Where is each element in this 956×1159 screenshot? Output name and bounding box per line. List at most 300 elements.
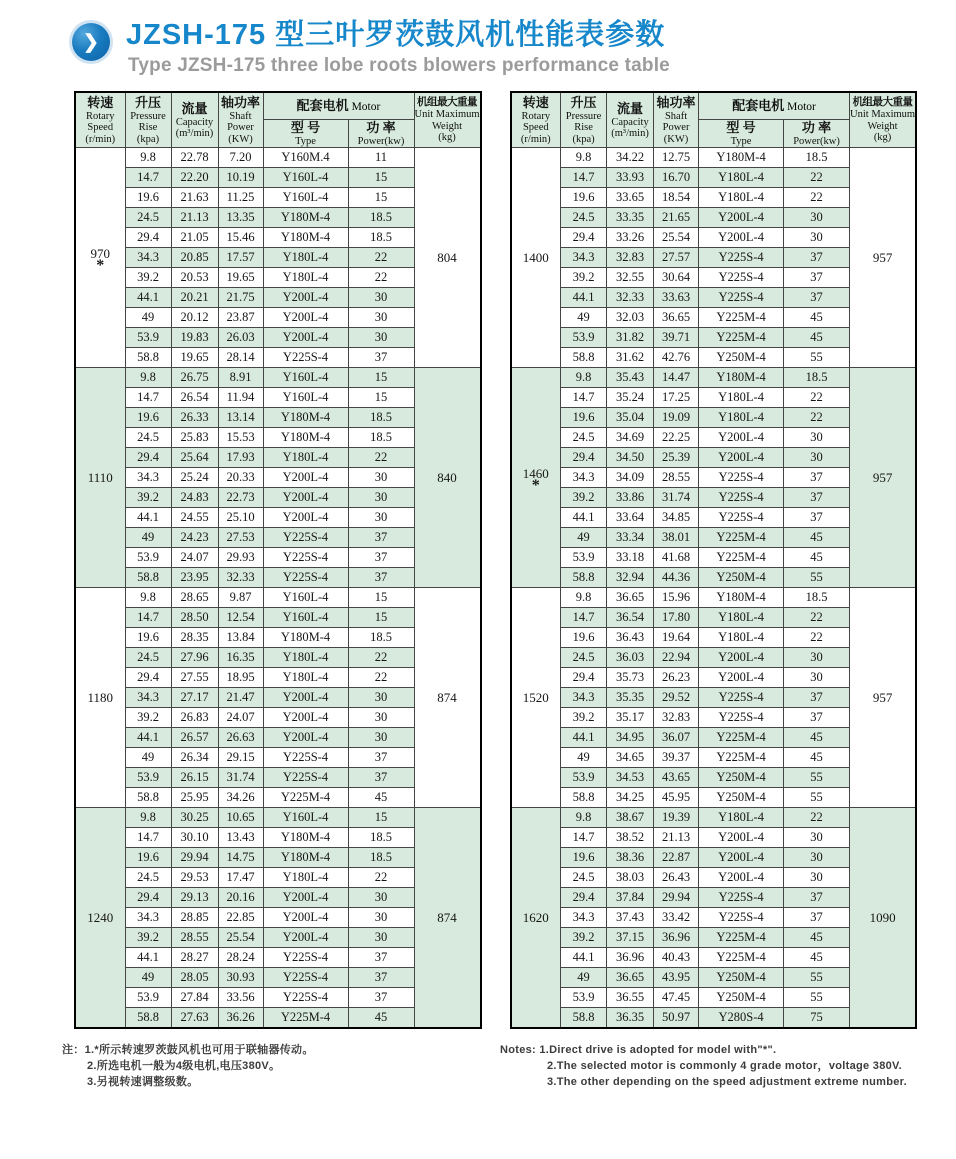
pressure-cell: 58.8 bbox=[561, 348, 607, 368]
pressure-cell: 19.6 bbox=[561, 628, 607, 648]
shaft-power-cell: 28.55 bbox=[654, 468, 699, 488]
motor-type-cell: Y180L-4 bbox=[263, 448, 348, 468]
pressure-cell: 53.9 bbox=[125, 548, 171, 568]
pressure-cell: 44.1 bbox=[125, 948, 171, 968]
table-row bbox=[75, 148, 481, 168]
capacity-cell: 34.69 bbox=[607, 428, 654, 448]
capacity-cell: 34.22 bbox=[607, 148, 654, 168]
motor-power-cell: 55 bbox=[784, 768, 850, 788]
motor-type-cell: Y225S-4 bbox=[699, 288, 784, 308]
pressure-cell: 44.1 bbox=[561, 288, 607, 308]
col-header-shaft-power: 轴功率 Shaft Power (KW) bbox=[654, 92, 699, 148]
shaft-power-cell: 38.01 bbox=[654, 528, 699, 548]
page-title: JZSH-175 型三叶罗茨鼓风机性能表参数 bbox=[126, 19, 666, 51]
col-header-speed: 转速 Rotary Speed (r/min) bbox=[511, 92, 561, 148]
motor-type-cell: Y200L-4 bbox=[263, 328, 348, 348]
motor-power-cell: 55 bbox=[784, 788, 850, 808]
motor-type-cell: Y180L-4 bbox=[263, 668, 348, 688]
motor-type-cell: Y180M-4 bbox=[699, 148, 784, 168]
motor-power-cell: 18.5 bbox=[784, 368, 850, 388]
table-row bbox=[511, 368, 917, 388]
capacity-cell: 36.55 bbox=[607, 988, 654, 1008]
capacity-cell: 31.62 bbox=[607, 348, 654, 368]
pressure-cell: 29.4 bbox=[125, 888, 171, 908]
capacity-cell: 36.54 bbox=[607, 608, 654, 628]
capacity-cell: 34.25 bbox=[607, 788, 654, 808]
shaft-power-cell: 16.70 bbox=[654, 168, 699, 188]
col-header-shaft-power: 轴功率 Shaft Power (KW) bbox=[218, 92, 263, 148]
motor-type-cell: Y225S-4 bbox=[699, 248, 784, 268]
motor-type-cell: Y180L-4 bbox=[263, 868, 348, 888]
motor-type-cell: Y180L-4 bbox=[699, 188, 784, 208]
motor-power-cell: 55 bbox=[784, 568, 850, 588]
motor-power-cell: 55 bbox=[784, 988, 850, 1008]
motor-type-cell: Y200L-4 bbox=[263, 708, 348, 728]
motor-power-cell: 22 bbox=[784, 608, 850, 628]
capacity-cell: 26.83 bbox=[171, 708, 218, 728]
pressure-cell: 34.3 bbox=[125, 248, 171, 268]
pressure-cell: 49 bbox=[125, 968, 171, 988]
motor-power-cell: 22 bbox=[348, 648, 414, 668]
shaft-power-cell: 26.23 bbox=[654, 668, 699, 688]
table-row bbox=[75, 588, 481, 608]
motor-power-cell: 18.5 bbox=[348, 628, 414, 648]
table-row bbox=[511, 808, 917, 828]
shaft-power-cell: 36.26 bbox=[218, 1008, 263, 1028]
col-header-pressure: 升压 Pressure Rise (kpa) bbox=[125, 92, 171, 148]
shaft-power-cell: 25.54 bbox=[654, 228, 699, 248]
shaft-power-cell: 19.64 bbox=[654, 628, 699, 648]
motor-power-cell: 37 bbox=[784, 268, 850, 288]
pressure-cell: 9.8 bbox=[561, 368, 607, 388]
motor-power-cell: 45 bbox=[784, 948, 850, 968]
speed-cell: 970 * bbox=[75, 148, 125, 368]
motor-power-cell: 37 bbox=[784, 468, 850, 488]
shaft-power-cell: 34.26 bbox=[218, 788, 263, 808]
shaft-power-cell: 13.84 bbox=[218, 628, 263, 648]
capacity-cell: 32.55 bbox=[607, 268, 654, 288]
pressure-cell: 39.2 bbox=[561, 708, 607, 728]
motor-type-cell: Y225M-4 bbox=[699, 928, 784, 948]
shaft-power-cell: 12.75 bbox=[654, 148, 699, 168]
shaft-power-cell: 33.63 bbox=[654, 288, 699, 308]
motor-type-cell: Y250M-4 bbox=[699, 348, 784, 368]
shaft-power-cell: 21.65 bbox=[654, 208, 699, 228]
shaft-power-cell: 21.47 bbox=[218, 688, 263, 708]
capacity-cell: 36.35 bbox=[607, 1008, 654, 1028]
motor-power-cell: 45 bbox=[784, 308, 850, 328]
note-cn-line3: 3.另视转速调整级数。 bbox=[87, 1075, 199, 1088]
capacity-cell: 36.65 bbox=[607, 968, 654, 988]
motor-type-cell: Y225M-4 bbox=[699, 308, 784, 328]
note-cn-line2: 2.所选电机一般为4级电机,电压380V。 bbox=[87, 1059, 281, 1072]
note-en-line1: Notes: 1.Direct drive is adopted for model with"*". bbox=[500, 1043, 777, 1056]
pressure-cell: 49 bbox=[125, 748, 171, 768]
capacity-cell: 33.65 bbox=[607, 188, 654, 208]
motor-type-cell: Y225S-4 bbox=[699, 268, 784, 288]
motor-power-cell: 30 bbox=[784, 668, 850, 688]
motor-type-cell: Y225S-4 bbox=[699, 508, 784, 528]
pressure-cell: 24.5 bbox=[561, 648, 607, 668]
motor-power-cell: 37 bbox=[784, 508, 850, 528]
capacity-cell: 26.15 bbox=[171, 768, 218, 788]
col-header-motor-power: 功 率 Power(kw) bbox=[784, 120, 850, 148]
motor-power-cell: 15 bbox=[348, 168, 414, 188]
pressure-cell: 14.7 bbox=[125, 608, 171, 628]
capacity-cell: 37.84 bbox=[607, 888, 654, 908]
capacity-cell: 38.52 bbox=[607, 828, 654, 848]
shaft-power-cell: 15.46 bbox=[218, 228, 263, 248]
col-header-motor: 配套电机 Motor bbox=[263, 92, 414, 120]
weight-cell: 804 bbox=[414, 148, 481, 368]
motor-type-cell: Y160L-4 bbox=[263, 608, 348, 628]
motor-type-cell: Y225M-4 bbox=[699, 728, 784, 748]
weight-cell: 957 bbox=[850, 368, 917, 588]
col-header-motor-type: 型 号 Type bbox=[699, 120, 784, 148]
capacity-cell: 25.83 bbox=[171, 428, 218, 448]
pressure-cell: 9.8 bbox=[125, 368, 171, 388]
motor-type-cell: Y160L-4 bbox=[263, 808, 348, 828]
motor-power-cell: 30 bbox=[784, 868, 850, 888]
motor-type-cell: Y180L-4 bbox=[699, 808, 784, 828]
shaft-power-cell: 32.83 bbox=[654, 708, 699, 728]
motor-power-cell: 30 bbox=[348, 468, 414, 488]
shaft-power-cell: 12.54 bbox=[218, 608, 263, 628]
capacity-cell: 32.94 bbox=[607, 568, 654, 588]
capacity-cell: 22.20 bbox=[171, 168, 218, 188]
motor-power-cell: 30 bbox=[348, 508, 414, 528]
motor-power-cell: 37 bbox=[348, 568, 414, 588]
motor-type-cell: Y180L-4 bbox=[263, 648, 348, 668]
motor-power-cell: 11 bbox=[348, 148, 414, 168]
shaft-power-cell: 18.54 bbox=[654, 188, 699, 208]
motor-type-cell: Y160L-4 bbox=[263, 188, 348, 208]
motor-type-cell: Y200L-4 bbox=[699, 668, 784, 688]
performance-table-left bbox=[74, 91, 482, 1029]
capacity-cell: 31.82 bbox=[607, 328, 654, 348]
motor-power-cell: 55 bbox=[784, 968, 850, 988]
shaft-power-cell: 14.47 bbox=[654, 368, 699, 388]
motor-type-cell: Y160L-4 bbox=[263, 388, 348, 408]
motor-type-cell: Y200L-4 bbox=[263, 908, 348, 928]
pressure-cell: 44.1 bbox=[125, 728, 171, 748]
capacity-cell: 33.64 bbox=[607, 508, 654, 528]
pressure-cell: 58.8 bbox=[125, 568, 171, 588]
col-header-speed: 转速 Rotary Speed (r/min) bbox=[75, 92, 125, 148]
pressure-cell: 9.8 bbox=[561, 148, 607, 168]
motor-power-cell: 30 bbox=[784, 428, 850, 448]
capacity-cell: 38.36 bbox=[607, 848, 654, 868]
shaft-power-cell: 26.03 bbox=[218, 328, 263, 348]
pressure-cell: 53.9 bbox=[125, 328, 171, 348]
motor-power-cell: 15 bbox=[348, 388, 414, 408]
shaft-power-cell: 11.25 bbox=[218, 188, 263, 208]
motor-type-cell: Y225S-4 bbox=[263, 948, 348, 968]
table-row bbox=[75, 808, 481, 828]
pressure-cell: 19.6 bbox=[125, 408, 171, 428]
motor-power-cell: 15 bbox=[348, 368, 414, 388]
motor-type-cell: Y180L-4 bbox=[699, 408, 784, 428]
motor-power-cell: 22 bbox=[784, 188, 850, 208]
capacity-cell: 35.04 bbox=[607, 408, 654, 428]
motor-power-cell: 22 bbox=[784, 628, 850, 648]
shaft-power-cell: 23.87 bbox=[218, 308, 263, 328]
motor-power-cell: 55 bbox=[784, 348, 850, 368]
motor-type-cell: Y200L-4 bbox=[263, 728, 348, 748]
motor-power-cell: 30 bbox=[784, 848, 850, 868]
motor-power-cell: 22 bbox=[348, 668, 414, 688]
capacity-cell: 25.64 bbox=[171, 448, 218, 468]
motor-power-cell: 37 bbox=[784, 908, 850, 928]
motor-power-cell: 30 bbox=[348, 308, 414, 328]
title-block bbox=[126, 20, 670, 77]
motor-power-cell: 37 bbox=[348, 528, 414, 548]
page-header bbox=[0, 0, 956, 77]
pressure-cell: 58.8 bbox=[561, 788, 607, 808]
pressure-cell: 19.6 bbox=[561, 408, 607, 428]
shaft-power-cell: 30.64 bbox=[654, 268, 699, 288]
motor-power-cell: 18.5 bbox=[784, 588, 850, 608]
pressure-cell: 29.4 bbox=[125, 448, 171, 468]
motor-power-cell: 45 bbox=[348, 1008, 414, 1028]
pressure-cell: 39.2 bbox=[125, 708, 171, 728]
pressure-cell: 14.7 bbox=[561, 168, 607, 188]
speed-cell: 1180 bbox=[75, 588, 125, 808]
capacity-cell: 24.23 bbox=[171, 528, 218, 548]
shaft-power-cell: 19.65 bbox=[218, 268, 263, 288]
motor-type-cell: Y180M-4 bbox=[263, 628, 348, 648]
motor-type-cell: Y225M-4 bbox=[263, 1008, 348, 1028]
motor-power-cell: 22 bbox=[784, 408, 850, 428]
capacity-cell: 30.25 bbox=[171, 808, 218, 828]
pressure-cell: 19.6 bbox=[561, 848, 607, 868]
weight-cell: 874 bbox=[414, 808, 481, 1028]
pressure-cell: 53.9 bbox=[561, 328, 607, 348]
col-header-pressure: 升压 Pressure Rise (kpa) bbox=[561, 92, 607, 148]
shaft-power-cell: 24.07 bbox=[218, 708, 263, 728]
shaft-power-cell: 29.15 bbox=[218, 748, 263, 768]
shaft-power-cell: 15.53 bbox=[218, 428, 263, 448]
shaft-power-cell: 22.94 bbox=[654, 648, 699, 668]
pressure-cell: 53.9 bbox=[561, 988, 607, 1008]
pressure-cell: 34.3 bbox=[125, 468, 171, 488]
capacity-cell: 28.55 bbox=[171, 928, 218, 948]
shaft-power-cell: 13.14 bbox=[218, 408, 263, 428]
motor-type-cell: Y200L-4 bbox=[263, 468, 348, 488]
capacity-cell: 28.35 bbox=[171, 628, 218, 648]
pressure-cell: 44.1 bbox=[561, 728, 607, 748]
motor-type-cell: Y200L-4 bbox=[699, 448, 784, 468]
shaft-power-cell: 29.52 bbox=[654, 688, 699, 708]
capacity-cell: 33.18 bbox=[607, 548, 654, 568]
capacity-cell: 19.65 bbox=[171, 348, 218, 368]
pressure-cell: 53.9 bbox=[125, 988, 171, 1008]
capacity-cell: 33.35 bbox=[607, 208, 654, 228]
motor-type-cell: Y180L-4 bbox=[263, 248, 348, 268]
motor-power-cell: 22 bbox=[784, 388, 850, 408]
pressure-cell: 9.8 bbox=[125, 148, 171, 168]
shaft-power-cell: 34.85 bbox=[654, 508, 699, 528]
notes-chinese bbox=[62, 1043, 500, 1091]
shaft-power-cell: 19.09 bbox=[654, 408, 699, 428]
capacity-cell: 26.57 bbox=[171, 728, 218, 748]
motor-type-cell: Y225S-4 bbox=[263, 748, 348, 768]
pressure-cell: 58.8 bbox=[561, 568, 607, 588]
pressure-cell: 14.7 bbox=[561, 608, 607, 628]
motor-power-cell: 37 bbox=[784, 708, 850, 728]
motor-power-cell: 15 bbox=[348, 188, 414, 208]
pressure-cell: 24.5 bbox=[125, 868, 171, 888]
pressure-cell: 9.8 bbox=[561, 588, 607, 608]
pressure-cell: 29.4 bbox=[561, 668, 607, 688]
capacity-cell: 34.09 bbox=[607, 468, 654, 488]
note-en-line3: 3.The other depending on the speed adjustment extreme number. bbox=[547, 1075, 907, 1088]
motor-type-cell: Y180L-4 bbox=[699, 168, 784, 188]
pressure-cell: 34.3 bbox=[561, 688, 607, 708]
weight-cell: 874 bbox=[414, 588, 481, 808]
shaft-power-cell: 17.93 bbox=[218, 448, 263, 468]
motor-type-cell: Y200L-4 bbox=[699, 648, 784, 668]
capacity-cell: 26.34 bbox=[171, 748, 218, 768]
motor-power-cell: 22 bbox=[348, 448, 414, 468]
performance-table-right bbox=[510, 91, 918, 1029]
shaft-power-cell: 39.37 bbox=[654, 748, 699, 768]
shaft-power-cell: 21.13 bbox=[654, 828, 699, 848]
shaft-power-cell: 27.57 bbox=[654, 248, 699, 268]
capacity-cell: 36.96 bbox=[607, 948, 654, 968]
motor-power-cell: 30 bbox=[348, 928, 414, 948]
capacity-cell: 37.15 bbox=[607, 928, 654, 948]
motor-type-cell: Y200L-4 bbox=[263, 308, 348, 328]
pressure-cell: 34.3 bbox=[125, 908, 171, 928]
motor-power-cell: 22 bbox=[348, 248, 414, 268]
capacity-cell: 36.43 bbox=[607, 628, 654, 648]
motor-power-cell: 18.5 bbox=[348, 828, 414, 848]
motor-type-cell: Y200L-4 bbox=[699, 208, 784, 228]
motor-power-cell: 22 bbox=[784, 808, 850, 828]
motor-type-cell: Y180M-4 bbox=[263, 848, 348, 868]
capacity-cell: 28.05 bbox=[171, 968, 218, 988]
shaft-power-cell: 19.39 bbox=[654, 808, 699, 828]
motor-type-cell: Y225S-4 bbox=[699, 708, 784, 728]
capacity-cell: 27.63 bbox=[171, 1008, 218, 1028]
capacity-cell: 21.13 bbox=[171, 208, 218, 228]
shaft-power-cell: 22.25 bbox=[654, 428, 699, 448]
capacity-cell: 20.85 bbox=[171, 248, 218, 268]
motor-type-cell: Y200L-4 bbox=[263, 688, 348, 708]
shaft-power-cell: 36.65 bbox=[654, 308, 699, 328]
pressure-cell: 34.3 bbox=[561, 468, 607, 488]
motor-type-cell: Y200L-4 bbox=[263, 928, 348, 948]
shaft-power-cell: 11.94 bbox=[218, 388, 263, 408]
pressure-cell: 24.5 bbox=[561, 208, 607, 228]
shaft-power-cell: 33.56 bbox=[218, 988, 263, 1008]
capacity-cell: 35.17 bbox=[607, 708, 654, 728]
motor-power-cell: 30 bbox=[784, 648, 850, 668]
motor-power-cell: 15 bbox=[348, 808, 414, 828]
motor-power-cell: 30 bbox=[348, 728, 414, 748]
shaft-power-cell: 13.43 bbox=[218, 828, 263, 848]
capacity-cell: 34.50 bbox=[607, 448, 654, 468]
motor-type-cell: Y225S-4 bbox=[263, 968, 348, 988]
motor-type-cell: Y180M-4 bbox=[263, 228, 348, 248]
pressure-cell: 58.8 bbox=[561, 1008, 607, 1028]
motor-power-cell: 37 bbox=[348, 548, 414, 568]
motor-power-cell: 30 bbox=[348, 708, 414, 728]
motor-type-cell: Y180L-4 bbox=[699, 608, 784, 628]
pressure-cell: 14.7 bbox=[125, 828, 171, 848]
shaft-power-cell: 44.36 bbox=[654, 568, 699, 588]
motor-power-cell: 45 bbox=[348, 788, 414, 808]
capacity-cell: 25.24 bbox=[171, 468, 218, 488]
pressure-cell: 24.5 bbox=[125, 428, 171, 448]
capacity-cell: 27.96 bbox=[171, 648, 218, 668]
shaft-power-cell: 22.87 bbox=[654, 848, 699, 868]
motor-power-cell: 30 bbox=[784, 828, 850, 848]
motor-type-cell: Y225S-4 bbox=[263, 988, 348, 1008]
pressure-cell: 14.7 bbox=[125, 388, 171, 408]
capacity-cell: 35.24 bbox=[607, 388, 654, 408]
shaft-power-cell: 28.24 bbox=[218, 948, 263, 968]
motor-power-cell: 18.5 bbox=[348, 848, 414, 868]
pressure-cell: 14.7 bbox=[561, 828, 607, 848]
motor-type-cell: Y250M-4 bbox=[699, 988, 784, 1008]
pressure-cell: 24.5 bbox=[561, 428, 607, 448]
motor-power-cell: 22 bbox=[784, 168, 850, 188]
shaft-power-cell: 20.33 bbox=[218, 468, 263, 488]
pressure-cell: 34.3 bbox=[561, 908, 607, 928]
pressure-cell: 39.2 bbox=[125, 488, 171, 508]
motor-type-cell: Y200L-4 bbox=[263, 508, 348, 528]
shaft-power-cell: 17.57 bbox=[218, 248, 263, 268]
capacity-cell: 36.03 bbox=[607, 648, 654, 668]
capacity-cell: 27.17 bbox=[171, 688, 218, 708]
shaft-power-cell: 31.74 bbox=[654, 488, 699, 508]
capacity-cell: 32.83 bbox=[607, 248, 654, 268]
speed-cell: 1110 bbox=[75, 368, 125, 588]
shaft-power-cell: 27.53 bbox=[218, 528, 263, 548]
motor-type-cell: Y200L-4 bbox=[699, 828, 784, 848]
capacity-cell: 29.13 bbox=[171, 888, 218, 908]
motor-type-cell: Y180L-4 bbox=[263, 268, 348, 288]
table-row bbox=[511, 588, 917, 608]
shaft-power-cell: 30.93 bbox=[218, 968, 263, 988]
pressure-cell: 19.6 bbox=[125, 848, 171, 868]
motor-power-cell: 45 bbox=[784, 528, 850, 548]
capacity-cell: 25.95 bbox=[171, 788, 218, 808]
shaft-power-cell: 43.95 bbox=[654, 968, 699, 988]
capacity-cell: 20.12 bbox=[171, 308, 218, 328]
table-row bbox=[75, 368, 481, 388]
weight-cell: 957 bbox=[850, 148, 917, 368]
shaft-power-cell: 31.74 bbox=[218, 768, 263, 788]
motor-type-cell: Y160L-4 bbox=[263, 168, 348, 188]
motor-power-cell: 18.5 bbox=[348, 408, 414, 428]
pressure-cell: 39.2 bbox=[561, 928, 607, 948]
capacity-cell: 26.54 bbox=[171, 388, 218, 408]
weight-cell: 840 bbox=[414, 368, 481, 588]
motor-type-cell: Y225S-4 bbox=[263, 528, 348, 548]
pressure-cell: 44.1 bbox=[125, 508, 171, 528]
motor-type-cell: Y200L-4 bbox=[699, 228, 784, 248]
speed-cell: 1520 bbox=[511, 588, 561, 808]
motor-power-cell: 37 bbox=[348, 748, 414, 768]
motor-power-cell: 37 bbox=[348, 968, 414, 988]
pressure-cell: 14.7 bbox=[125, 168, 171, 188]
pressure-cell: 53.9 bbox=[561, 548, 607, 568]
shaft-power-cell: 25.39 bbox=[654, 448, 699, 468]
motor-type-cell: Y225S-4 bbox=[263, 568, 348, 588]
